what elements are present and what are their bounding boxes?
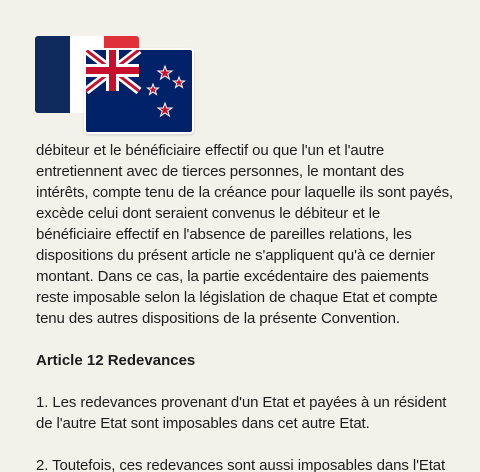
paragraph-royalties-1: 1. Les redevances provenant d'un Etat et payées à un résident de l'autre Etat sont imposables dans cet autre Etat. [36,394,447,432]
article-12-heading: Article 12 Redevances [36,352,196,369]
flags-overlay [0,0,480,140]
paragraph-interest-excess: débiteur et le bénéficiaire effectif ou que l'un et l'autre entretiennent avec de tierces personnes, le montant des intérêts, compte tenu de la créance pour laquelle ils sont payés, excède celui dont seraient convenus le débiteur et le bénéficiaire effectif en l'absence de pareilles relations, les dispositions du présent article ne s'appliquent qu'à ce dernier montant. Dans ce cas, la partie excédentaire des paiements reste imposable selon la législation de chaque Etat et compte tenu des autres dispositions de la présente Convention. [36,142,454,327]
new-zealand-flag-icon [84,48,194,134]
paragraph-royalties-2: 2. Toutefois, ces redevances sont aussi imposables dans l'Etat [36,457,446,472]
